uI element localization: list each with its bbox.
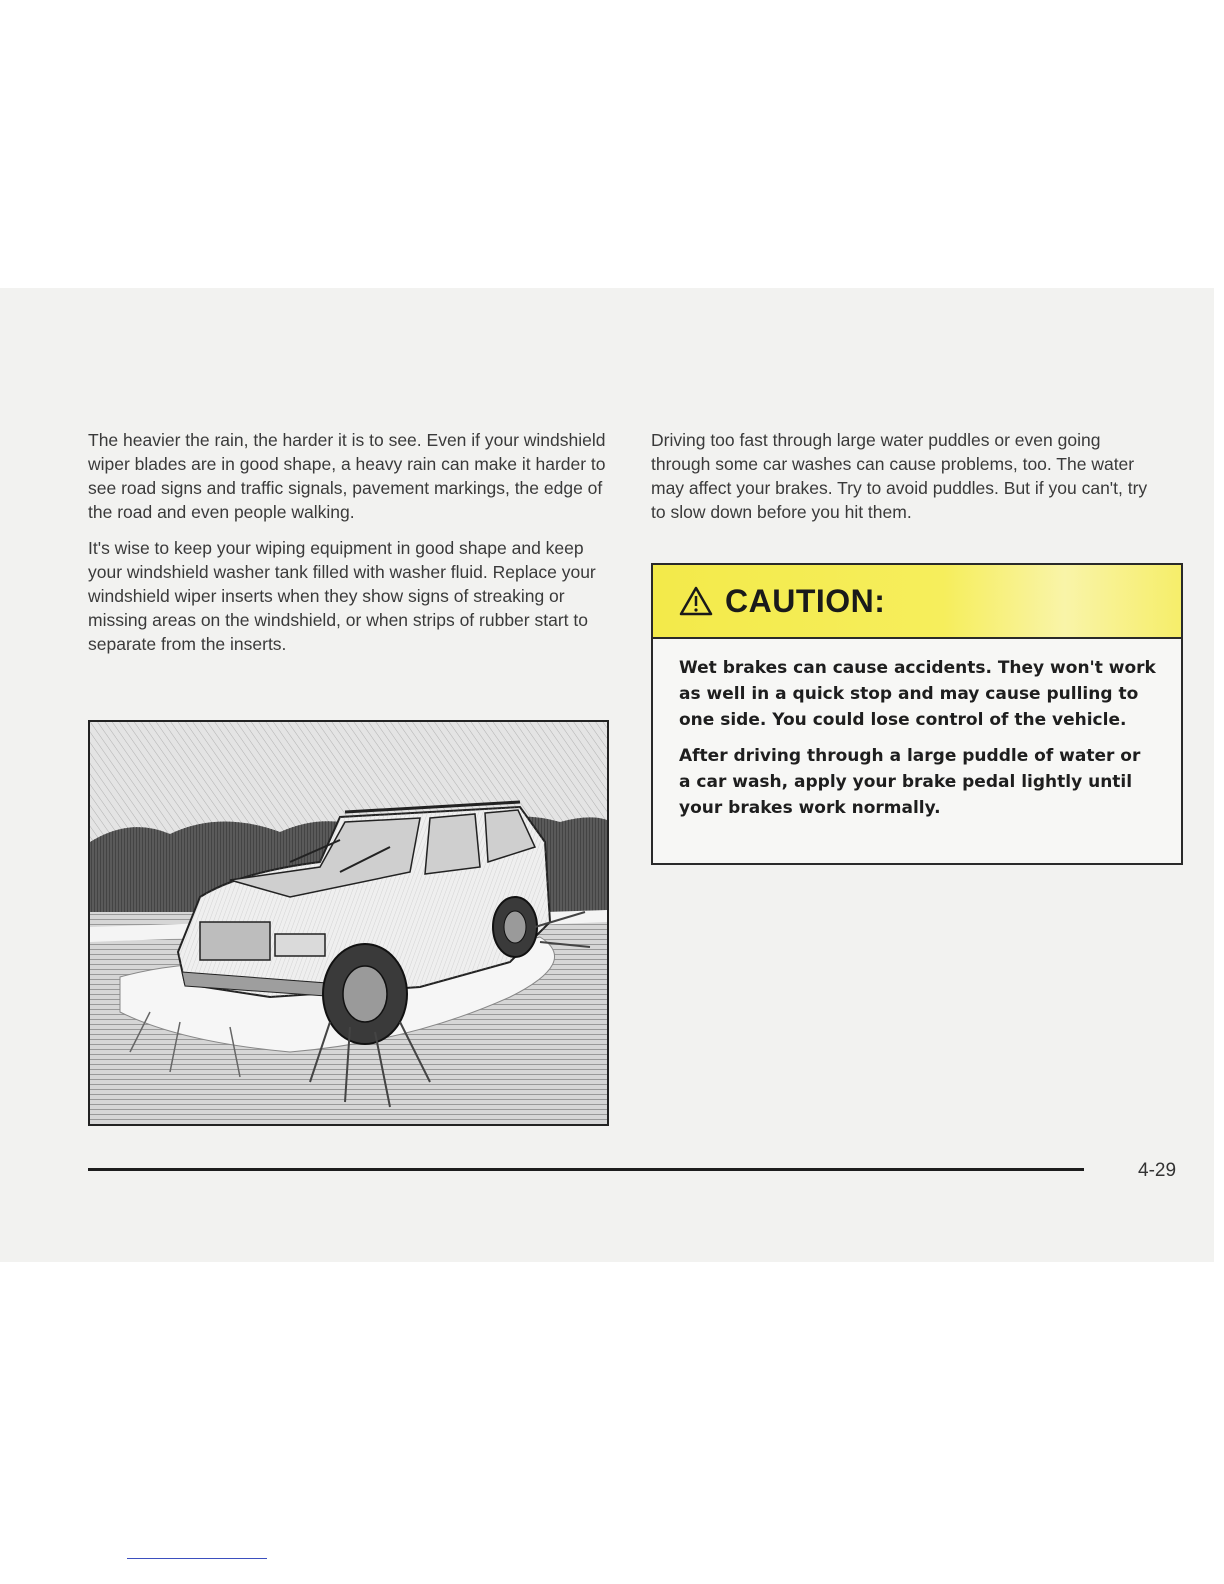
wiper-maintenance-paragraph: It's wise to keep your wiping equipment in good shape and keep your windshield washer tank filled with washer fluid. Replace your windshield wiper inserts when they show signs of streaking or missing areas on the windshield, or when strips of rubber start to separate from the inserts.	[88, 538, 596, 654]
suv-puddle-illustration	[88, 720, 609, 1126]
caution-wet-brakes-text: Wet brakes can cause accidents. They won't work as well in a quick stop and may cause pulling to one side. You could lose control of the vehicle.	[679, 658, 1156, 730]
caution-brake-pedal-text: After driving through a large puddle of water or a car wash, apply your brake pedal lightly until your brakes work normally.	[679, 746, 1141, 818]
bottom-link-underline	[127, 1558, 267, 1559]
right-column	[651, 428, 1151, 536]
warning-triangle-icon	[679, 586, 713, 616]
rain-visibility-paragraph: The heavier the rain, the harder it is to see. Even if your windshield wiper blades are in good shape, a heavy rain can make it harder to see road signs and traffic signals, pavement markings, the edge of the road and even people walking.	[88, 430, 606, 522]
puddles-paragraph: Driving too fast through large water puddles or even going through some car washes can cause problems, too. The water may affect your brakes. Try to avoid puddles. But if you can't, try to slow down before you hit them.	[651, 430, 1148, 522]
caution-body	[653, 639, 1181, 821]
left-column	[88, 428, 618, 668]
footer-rule	[88, 1168, 1084, 1171]
suv-splashing-puddle-icon	[90, 722, 607, 1124]
caution-box	[651, 563, 1183, 865]
caution-title: CAUTION:	[725, 582, 886, 619]
page-number: 4-29	[1138, 1160, 1177, 1181]
caution-header	[653, 565, 1181, 639]
